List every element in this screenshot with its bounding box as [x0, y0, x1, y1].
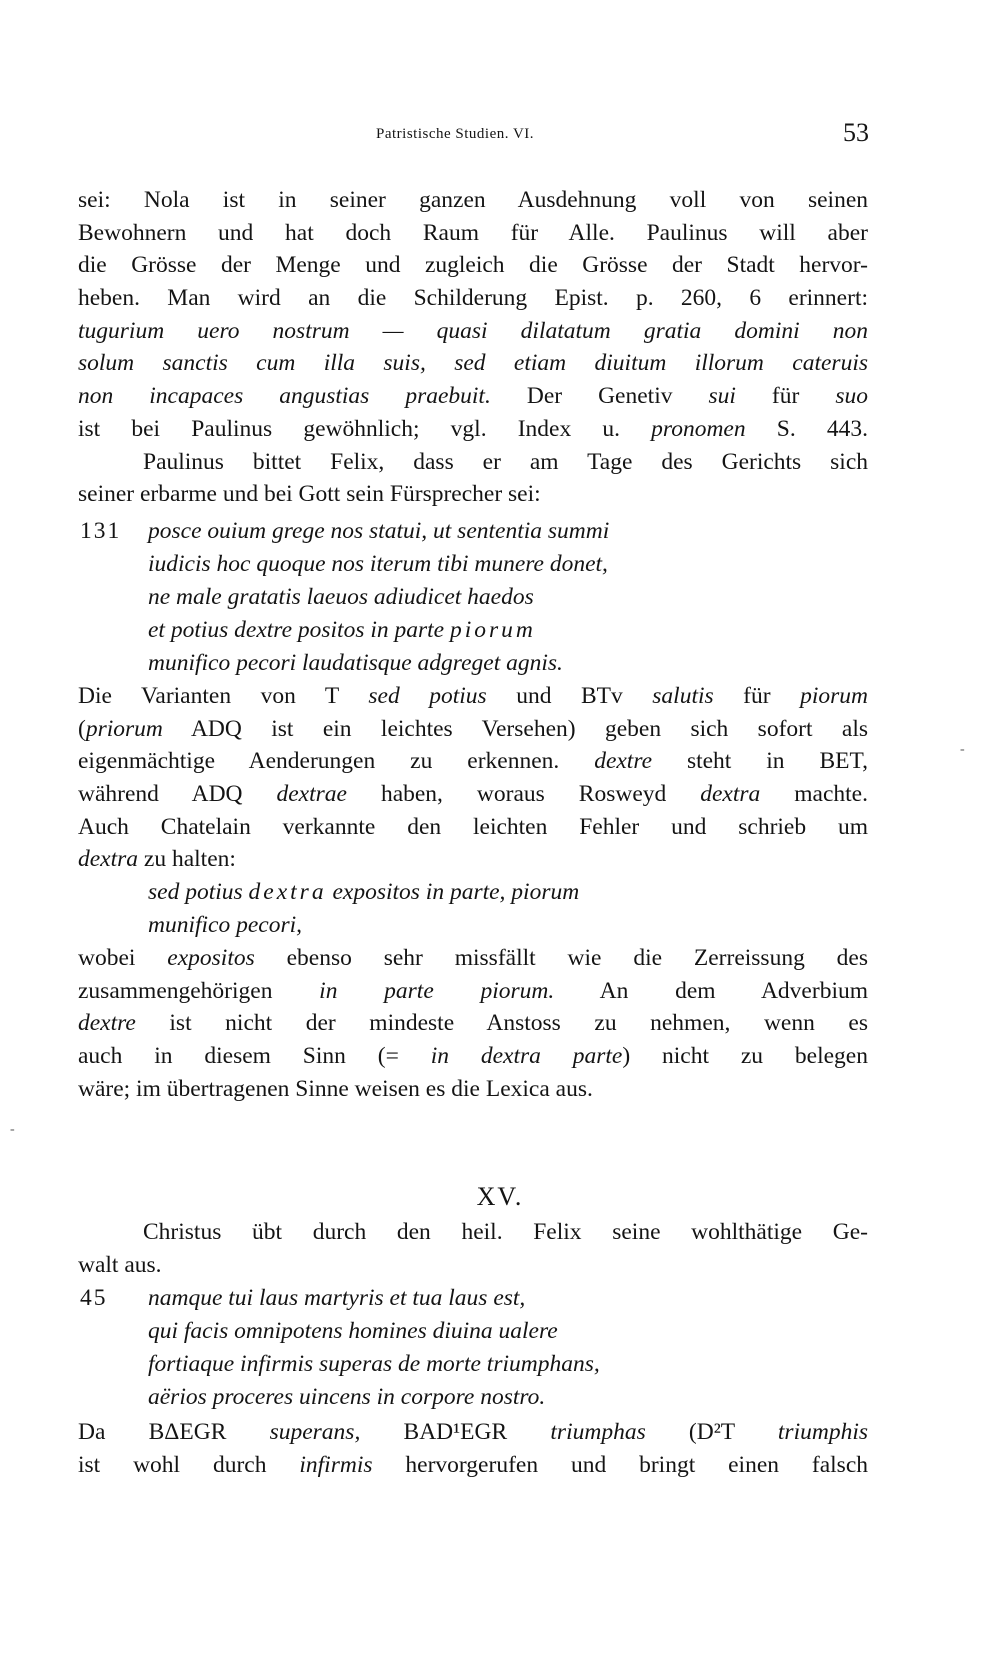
text-line: zusammengehörigen in parte piorum. An dem Adverbium	[78, 977, 868, 1004]
text-line: wobei expositos ebenso sehr missfällt wie die Zerreissung des	[78, 945, 868, 971]
text-line: Da BΔEGR superans, BAD¹EGR triumphas (D²T triumphis	[78, 1419, 868, 1445]
text-line: dextre ist nicht der mindeste Anstoss zu nehmen, wenn es	[78, 1010, 868, 1037]
text-line: heben. Man wird an die Schilderung Epist. p. 260, 6 erinnert:	[78, 285, 868, 312]
verse-quote-2	[78, 876, 868, 942]
margin-mark: -	[10, 1122, 15, 1137]
text-line: während ADQ dextrae haben, woraus Rosweyd dextra machte.	[78, 781, 868, 808]
verse-line: iudicis hoc quoque nos iterum tibi munere donet,	[148, 551, 608, 577]
paragraph-3	[78, 942, 868, 1105]
text-line: Paulinus bittet Felix, dass er am Tage des Gerichts sich	[143, 448, 868, 475]
verse-line: aërios proceres uincens in corpore nostro.	[148, 1384, 546, 1410]
text-line: tugurium uero nostrum — quasi dilatatum gratia domini non	[78, 317, 868, 344]
verse-line: ne male gratatis laeuos adiudicet haedos	[148, 584, 534, 610]
text-line: Auch Chatelain verkannte den leichten Fehler und schrieb um	[78, 813, 868, 840]
text-line: ist bei Paulinus gewöhnlich; vgl. Index u. pronomen S. 443.	[78, 415, 868, 442]
paragraph-5	[78, 1416, 868, 1481]
text-line: ist wohl durch infirmis hervorgerufen und bringt einen falsch	[78, 1451, 868, 1478]
verse-line: fortiaque infirmis superas de morte triumphans,	[148, 1351, 600, 1377]
text-line: die Grösse der Menge und zugleich die Grösse der Stadt hervor-	[78, 252, 868, 279]
paragraph-4	[78, 1216, 868, 1281]
text-line: solum sanctis cum illa suis, sed etiam diuitum illorum cateruis	[78, 350, 868, 377]
verse-number: 45	[80, 1285, 108, 1311]
page-number: 53	[843, 118, 869, 147]
text-line: auch in diesem Sinn (= in dextra parte) nicht zu belegen	[78, 1043, 868, 1070]
verse-number: 131	[80, 518, 122, 544]
verse-quote-1	[78, 515, 868, 680]
verse-line: qui facis omnipotens homines diuina ualere	[148, 1318, 558, 1344]
verse-line: 131 posce ouium grege nos statui, ut sententia summi	[78, 515, 868, 548]
text-line: walt aus.	[78, 1251, 162, 1278]
verse-line: munifico pecori laudatisque adgreget agnis.	[148, 650, 563, 676]
text-line: Christus übt durch den heil. Felix seine wohlthätige Ge-	[143, 1219, 868, 1245]
text-line: sei: Nola ist in seiner ganzen Ausdehnung voll von seinen	[78, 187, 868, 213]
text-line: Die Varianten von T sed potius und BTv salutis für piorum	[78, 683, 868, 709]
verse-line: et potius dextre positos in parte piorum	[148, 617, 536, 643]
running-head: Patristische Studien. VI.	[376, 126, 535, 142]
margin-mark: -	[960, 742, 965, 757]
section-heading: XV.	[476, 1182, 524, 1211]
verse-line: 45 namque tui laus martyris et tua laus est,	[78, 1282, 868, 1315]
text-line: seiner erbarme und bei Gott sein Fürsprecher sei:	[78, 481, 541, 508]
paragraph-2	[78, 680, 868, 876]
text-line: Bewohnern und hat doch Raum für Alle. Paulinus will aber	[78, 219, 868, 246]
verse-quote-3	[78, 1282, 868, 1414]
text-line: non incapaces angustias praebuit. Der Genetiv sui für suo	[78, 383, 868, 410]
page-header	[0, 118, 1000, 152]
text-line: wäre; im übertragenen Sinne weisen es die Lexica aus.	[78, 1075, 593, 1102]
text-line: (priorum ADQ ist ein leichtes Versehen) geben sich sofort als	[78, 715, 868, 742]
text-line: eigenmächtige Aenderungen zu erkennen. dextre steht in BET,	[78, 748, 868, 775]
text-line: dextra zu halten:	[78, 846, 236, 873]
verse-line: sed potius dextra expositos in parte, piorum	[148, 879, 580, 905]
paragraph-1	[78, 184, 868, 511]
verse-line: munifico pecori,	[148, 912, 303, 938]
